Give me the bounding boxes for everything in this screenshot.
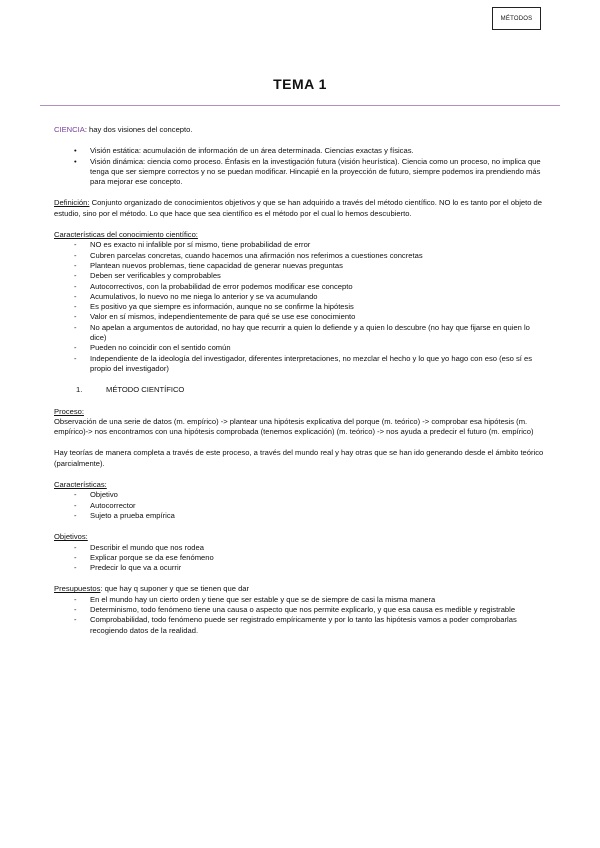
list-item: - No apelan a argumentos de autoridad, no hay que recurrir a quien lo defiende y a quien lo descubre (no hay que fijarse en quien lo dice) bbox=[54, 323, 546, 344]
list-item: • Visión dinámica: ciencia como proceso. Énfasis en la investigación futura (visión heurística). Ciencia como un proceso, no implica que tenga que ser siempre correctos y no se puedan modificar. Hincapié en la proyección de futuro, siempre podemos ira prendiendo más para mejorar ese concepto. bbox=[54, 157, 546, 188]
teorias-paragraph: Hay teorías de manera completa a través de este proceso, a través del mundo real y hay otras que se han ido generando desde el ámbito teórico (parcialmente). bbox=[54, 448, 544, 468]
list-item: - Describir el mundo que nos rodea bbox=[54, 543, 546, 553]
list-item: - Plantean nuevos problemas, tiene capacidad de generar nuevas preguntas bbox=[54, 261, 546, 271]
ciencia-text: : hay dos visiones del concepto. bbox=[84, 125, 193, 134]
list-item: - Sujeto a prueba empírica bbox=[54, 511, 546, 521]
caracteristicas-conocimiento-list bbox=[54, 240, 546, 374]
presupuestos-list bbox=[54, 595, 546, 636]
definicion-label: Definición: bbox=[54, 198, 90, 208]
list-item: - Autocorrector bbox=[54, 501, 546, 511]
list-item: - Acumulativos, lo nuevo no me niega lo anterior y se va acumulando bbox=[54, 292, 546, 302]
document-body bbox=[54, 125, 546, 636]
list-item: • Visión estática: acumulación de información de un área determinada. Ciencias exactas y físicas. bbox=[54, 146, 546, 156]
list-item: - Objetivo bbox=[54, 490, 546, 500]
section-title: MÉTODO CIENTÍFICO bbox=[106, 385, 185, 395]
list-item: - Cubren parcelas concretas, cuando hacemos una afirmación nos referimos a cuestiones concretas bbox=[54, 251, 546, 261]
objetivos-list bbox=[54, 543, 546, 574]
ciencia-bullets bbox=[54, 146, 546, 187]
list-item: - Independiente de la ideología del investigador, diferentes interpretaciones, no mezclar el hecho y lo que yo hago con eso (eso sí es propio del investigador) bbox=[54, 354, 546, 375]
section-heading bbox=[54, 385, 546, 395]
caracteristicas-heading: Características: bbox=[54, 480, 107, 490]
list-item: - NO es exacto ni infalible por sí mismo, tiene probabilidad de error bbox=[54, 240, 546, 250]
caracteristicas-conocimiento-heading: Características del conocimiento científico: bbox=[54, 230, 198, 240]
ciencia-label: CIENCIA bbox=[54, 125, 85, 134]
definicion-text: Conjunto organizado de conocimientos objetivos y que se han adquirido a través del método científico. NO lo es tanto por el objeto de estudio, sino por el método. Lo que hace que sea científico es el método por el cual lo hemos descubierto. bbox=[54, 198, 542, 218]
page-title: TEMA 1 bbox=[273, 76, 327, 92]
presupuestos-intro bbox=[54, 584, 546, 594]
list-item: - Determinismo, todo fenómeno tiene una causa o aspecto que nos permite explicarlo, y que esa causa es medible y registrable bbox=[54, 605, 546, 615]
objetivos-heading: Objetivos: bbox=[54, 532, 88, 542]
list-item: - Valor en sí mismos, independientemente de para qué se use ese conocimiento bbox=[54, 312, 546, 322]
presupuestos-label: Presupuestos bbox=[54, 584, 101, 594]
section-number: 1. bbox=[76, 385, 83, 395]
list-item: - Comprobabilidad, todo fenómeno puede ser registrado empíricamente y por lo tanto las hipótesis vamos a poder comprobarlas recogiendo datos de la realidad. bbox=[54, 615, 546, 636]
caracteristicas-list bbox=[54, 490, 546, 521]
definicion-paragraph bbox=[54, 198, 546, 219]
header-tag: MÉTODOS bbox=[492, 7, 541, 30]
proceso-heading: Proceso: bbox=[54, 406, 84, 416]
list-item: - Autocorrectivos, con la probabilidad de error podemos modificar ese concepto bbox=[54, 282, 546, 292]
proceso-text: Observación de una serie de datos (m. empírico) -> plantear una hipótesis explicativa del porque (m. teórico) -> comprobar esa hipótesis (m. empírico)-> nos encontramos con una hipótesis comprobada (tenemos explicación) (m. teórico) -> nos ayuda a predecir el futuro (m. empírico) bbox=[54, 416, 534, 437]
title-divider bbox=[40, 105, 560, 106]
list-item: - En el mundo hay un cierto orden y tiene que ser estable y que se de siempre de casi la misma manera bbox=[54, 595, 546, 605]
list-item: - Es positivo ya que siempre es información, aunque no se confirme la hipótesis bbox=[54, 302, 546, 312]
list-item: - Predecir lo que va a ocurrir bbox=[54, 563, 546, 573]
list-item: - Explicar porque se da ese fenómeno bbox=[54, 553, 546, 563]
list-item: - Deben ser verificables y comprobables bbox=[54, 271, 546, 281]
list-item: - Pueden no coincidir con el sentido común bbox=[54, 343, 546, 353]
ciencia-intro bbox=[54, 125, 546, 135]
presupuestos-text: : que hay q suponer y que se tienen que dar bbox=[100, 584, 250, 594]
